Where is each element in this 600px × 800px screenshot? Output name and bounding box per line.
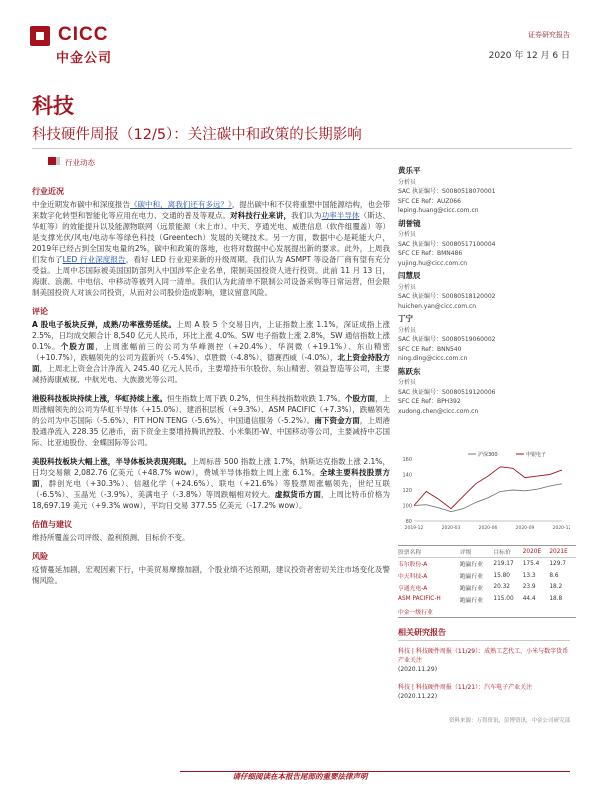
- review-paragraph-hk: [32, 393, 390, 448]
- analyst-sac: SAC 执证编号：S0080519120006: [398, 388, 496, 396]
- stock-target: [493, 605, 522, 617]
- stock-pe-2021: 18.2: [549, 584, 563, 591]
- analyst-sfc: SFC CE Ref：BNN540: [398, 345, 462, 353]
- y-tick-label: 140: [402, 472, 412, 479]
- stock-rating: 跑赢行业: [459, 562, 484, 569]
- cicc-logo-mark-icon: [28, 24, 54, 48]
- x-tick-label: 2020-06: [478, 526, 498, 531]
- text-bold: 美股科技板块大幅上涨，半导体板块表现亮眼。: [32, 457, 192, 466]
- table-row: [398, 593, 576, 605]
- analyst-name: 陈跃东: [398, 366, 421, 376]
- text-run: ，上周比特币价格为 18,697.19 美元（+9.3% wow），平均日交易 377.55 亿美元（-17.2% wow）。: [32, 490, 391, 510]
- stock-target: 20.32: [493, 584, 510, 591]
- analyst-name: 胡誉镜: [398, 218, 421, 228]
- analyst-role: 分析员: [398, 178, 417, 186]
- y-tick-label: 80: [405, 519, 412, 525]
- table-row: [398, 605, 576, 617]
- logo-en: CICC: [58, 24, 109, 45]
- analyst-email[interactable]: yujing.hu@cicc.com.cn: [398, 259, 468, 267]
- analyst-name: 丁宁: [398, 314, 413, 323]
- report-type: 行业动态: [65, 158, 95, 167]
- sector-title: 科技: [32, 94, 74, 118]
- x-tick-label: 2020-12: [552, 526, 570, 531]
- text-bold: 虚拟货币方面: [274, 490, 322, 499]
- stock-pe-2020: 175.4: [522, 560, 540, 567]
- section-heading-overview: 行业近况: [32, 187, 64, 196]
- report-title: 科技硬件周报（12/5）：关注碳中和政策的长期影响: [32, 127, 362, 143]
- stock-rating: 跑赢行业: [459, 585, 484, 592]
- x-tick-label: 2020-03: [441, 526, 461, 531]
- stock-rating: [460, 605, 494, 617]
- table-header: 目标价: [493, 546, 522, 558]
- report-tag: 证券研究报告: [528, 31, 570, 39]
- text-bold: 全球主要科技股票方面: [32, 468, 390, 488]
- text-run: 上周 A 股 5 个交易日内，上证指数上涨 1.1%，深证成指上涨 2.5%，日均成交额合计 8,540 亿元人民币，环比上涨 4.0%。SW 电子指数上涨 2.8%，SW 通信指数上涨 0.1%。: [32, 320, 390, 351]
- table-header: 2020E: [523, 546, 550, 558]
- risk-paragraph: 疫情蔓延加剧，宏观因素下行，中美贸易摩擦加剧，个股业绩不达预期，建议投资者密切关注市场变化及警惕风险。: [32, 565, 390, 585]
- index-chart-svg: [398, 449, 570, 537]
- related-link[interactable]: 科技 | 科技硬件周报（11/21）：汽车电子产业关注: [398, 684, 533, 691]
- text-bold: 对科技行业来讲，: [230, 211, 292, 220]
- analyst-name: 闫慧辰: [398, 271, 421, 280]
- stock-target: 15.80: [493, 572, 510, 579]
- text-run: ，上周港股通净流入 228.35 亿港币，南下资金主要增持腾讯控股、小米集团-W、中国移动等公司，主要减持中芯国际、比亚迪股份、金蝶国际等公司。: [32, 416, 391, 447]
- table-row: [398, 582, 576, 594]
- text-run: ，群创光电（+30.3%）、信越化学（+24.6%）、联电（+21.6%）等股票周涨幅领先，世纪互联（-6.5%）、玉晶光（-3.9%）、美满电子（-3.8%）等周跌幅相对较大。: [32, 479, 391, 499]
- table-header: 评级: [460, 546, 494, 558]
- analyst-role: 分析员: [398, 379, 417, 386]
- report-type-badge: [48, 157, 56, 165]
- stock-pe-2021: 8.6: [549, 572, 559, 579]
- analyst-sfc: SFC CE Ref：BPH392: [398, 398, 461, 405]
- text-run: ，看好 LED 行业迎来新的升级周期。我们认为 ASMPT 等设备厂商有望有充分受益。上周中芯国际被美国国防部列入中国涉军企业名单，限制美国投资人进行投资。此前 11 月 13 日，海康、浪潮、中电信、中移动等被列入同一清单。我们认为此清单不限制公司设备采购等日常运营，但会限制美国投资人对该公司投资，从而对公司股价造成影响，建议留意风险。: [32, 255, 391, 297]
- logo-cn: 中金公司: [56, 51, 113, 66]
- table-row: [398, 558, 576, 570]
- related-item[interactable]: [398, 647, 570, 674]
- text-run: ，上周涨幅前三的公司为华峰测控（+20.4%）、华润微（+19.1%）、东山精密（+10.7%），跌幅领先的公司为蓝新兴（-5.4%）、卓胜微（-4.8%）、德赛西威（-4.0%），: [32, 342, 391, 362]
- x-tick-label: 2020-09: [515, 526, 535, 531]
- related-heading: 相关研究报告: [398, 628, 570, 641]
- text-bold: 港股科技板块持续上涨，华虹持续上涨。: [32, 394, 168, 403]
- text-run: ，提出碳中和不仅将重塑中国能源结构，也会带来数字化转型和智能化等应用在电力、交通的普及等观点。: [32, 200, 391, 220]
- index-chart: [398, 449, 570, 537]
- table-header: 2021E: [549, 546, 576, 558]
- analyst-role: 分析员: [398, 231, 417, 238]
- data-source: 资料来源：万得资讯，彭博资讯，中金公司研究部: [448, 718, 570, 724]
- y-tick-label: 160: [402, 457, 412, 463]
- review-paragraph-us: [32, 456, 390, 511]
- text-bold: 个股方面: [345, 394, 376, 403]
- stock-pe-2021: 18.8: [549, 596, 563, 603]
- stock-name: 亨通光电-A: [398, 585, 428, 592]
- table-row: [398, 570, 576, 582]
- legend-label: 申银电子: [526, 452, 547, 458]
- text-run: 恒生指数上周下跌 0.2%，恒生科技指数收跌 1.7%。: [167, 394, 345, 403]
- related-research: [398, 628, 570, 710]
- series-line-electronics: [414, 467, 562, 509]
- analyst-card: [398, 166, 570, 216]
- analyst-sac: SAC 执证编号：S0080519060002: [398, 336, 496, 343]
- stock-name: ASM PACIFIC-H: [398, 596, 441, 603]
- related-link[interactable]: 科技 | 科技硬件周报（11/29）：成熟工艺代工、小米与数字货币产业关注: [398, 648, 569, 664]
- stock-pe-2020: [523, 605, 550, 617]
- stock-pe-2020: 13.3: [522, 572, 536, 579]
- stock-name: 中天科技-A: [398, 574, 428, 581]
- text-run: 上周标普 500 指数上涨 1.7%，纳斯达克指数上涨 2.1%，日均交易额 2,082.76 亿美元（+48.7% wow），费城半导体指数上周上涨 6.1%。: [32, 457, 390, 477]
- y-tick-label: 120: [402, 488, 412, 494]
- text-run: （斯达、华虹等）的效能提升以及能源物联网（远景能源（未上市）、中天、亨通光电、威胜信息（软件组覆盖）等）是支撑光伏/风电/电动车等绿色科技（Greentech）发展的关键技术。另一方面，数据中心是耗能大户，2019年已经占到全国发电量的2%，碳中和政策的落地，也将对数据中心发展提出新的要求。此外，上周我们发布了: [32, 211, 391, 264]
- valuation-paragraph: 维持所覆盖公司评级、盈利预测、目标价不变。: [32, 533, 190, 542]
- text-run: ，上周北上资金合计净流入 245.40 亿元人民币，主要增持韦尔股份、东山精密、领益智造等公司，主要减持海康威视、中航光电、大族激光等公司。: [32, 364, 390, 384]
- title-divider: [32, 148, 572, 149]
- analyst-role: 分析员: [398, 283, 417, 291]
- analyst-role: 分析员: [398, 326, 417, 334]
- overview-paragraph: [32, 199, 390, 298]
- analyst-card: [398, 367, 570, 417]
- text-bold: 个股方面: [60, 342, 96, 351]
- section-heading-risk: 风险: [32, 552, 48, 561]
- section-heading-review: 评论: [32, 307, 48, 316]
- main-body: [32, 186, 390, 594]
- analyst-sac: SAC 执证编号：S0080518120002: [398, 293, 496, 300]
- report-link-led[interactable]: LED 行业深度报告: [62, 255, 126, 264]
- y-tick-label: 100: [402, 503, 412, 510]
- report-link-power-semis[interactable]: 功率半导体: [321, 211, 360, 220]
- related-date: (2020.11.29): [398, 666, 438, 673]
- stock-target: 115.00: [493, 596, 514, 603]
- report-date: 2020 年 12 月 6 日: [488, 51, 570, 61]
- stock-pe-2020: 44.4: [522, 596, 536, 603]
- stock-target: 219.17: [493, 560, 514, 567]
- stock-name: 中金一级行业: [398, 605, 460, 617]
- related-date: (2020.11.22): [398, 693, 438, 700]
- header-right: [489, 30, 570, 61]
- analyst-panel: [398, 166, 570, 419]
- stock-rating: 跑赢行业: [459, 597, 484, 604]
- analyst-sac: SAC 执证编号：S0080517100004: [398, 240, 496, 248]
- section-heading-valuation: 估值与建议: [32, 520, 72, 529]
- table-header: 股票名称: [398, 546, 460, 558]
- text-run: 我们认为: [291, 211, 322, 220]
- analyst-card: [398, 271, 570, 311]
- analyst-sfc: SFC CE Ref：AUZ066: [398, 197, 461, 205]
- legend-label: 沪深300: [478, 452, 498, 458]
- cicc-logo: [28, 24, 128, 72]
- text-run: 中金近期发布碳中和深度报告: [32, 200, 130, 209]
- analyst-email[interactable]: huichen.yan@cicc.com.cn: [398, 302, 477, 310]
- review-paragraph-a-share: [32, 319, 390, 385]
- footer-text: 请仔细阅读在本报告尾部的重要法律声明: [227, 772, 374, 781]
- related-item[interactable]: [398, 683, 570, 701]
- stock-pe-2021: [549, 605, 576, 617]
- analyst-email[interactable]: ning.ding@cicc.com.cn: [398, 355, 468, 362]
- analyst-card: [398, 219, 570, 269]
- text-bold: A 股电子板块反弹，成熟/功率涨势延续。: [32, 320, 177, 329]
- analyst-sac: SAC 执证编号：S0080518070001: [398, 188, 496, 195]
- text-run: ，上周涨幅领先的公司为华虹半导体（+15.0%）、建滔积层板（+9.3%）、ASM PACIFIC（+7.3%），跌幅领先的公司为中芯国际（-5.6%）、FIT HON TENG（-5.6%）、中国通信服务（-5.2%）。: [32, 394, 391, 425]
- analyst-sfc: SFC CE Ref：BMN486: [398, 250, 463, 257]
- stock-pe-2020: 23.9: [522, 584, 536, 591]
- stock-name: 韦尔股份-A: [398, 562, 428, 569]
- analyst-card: [398, 314, 570, 364]
- x-tick-label: 2019-12: [404, 526, 424, 531]
- stock-rating: 跑赢行业: [459, 574, 484, 581]
- report-type-badge-accent: [56, 157, 60, 165]
- analyst-name: 黄乐平: [398, 166, 421, 175]
- valuation-table: [398, 545, 576, 618]
- analyst-email[interactable]: leping.huang@cicc.com.cn: [398, 207, 479, 214]
- legal-footer: [0, 764, 600, 780]
- text-bold: 北上资金持股方面: [32, 353, 391, 373]
- stock-pe-2021: 129.7: [549, 560, 566, 567]
- analyst-email[interactable]: xudong.chen@cicc.com.cn: [398, 407, 479, 415]
- text-bold: 南下资金方面: [314, 416, 360, 425]
- report-link-carbon[interactable]: 《碳中和，离我们还有多远？》: [129, 200, 232, 209]
